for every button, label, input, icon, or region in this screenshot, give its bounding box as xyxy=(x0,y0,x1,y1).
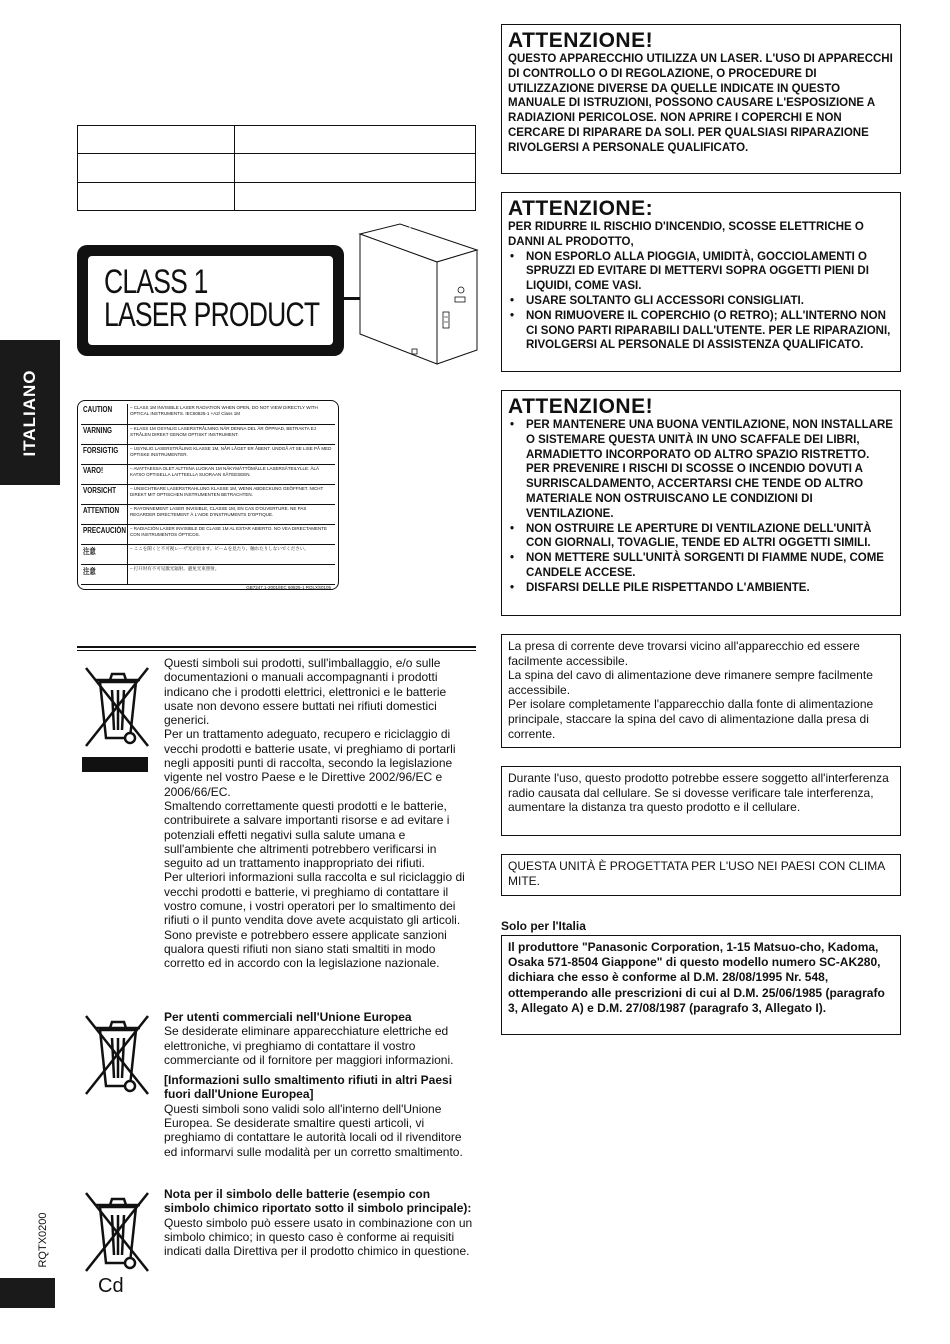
warning-text: – KLASS 1M OSYNLIG LASERSTRÅLNING NÄR DENNA DEL ÄR ÖPPNAD, BETRAKTA EJ STRÅLEN DIREKT GENOM OPTISKT INSTRUMENT. xyxy=(128,424,336,444)
paragraph: Sono previste e potrebbero essere applicate sanzioni qualora questi rifiuti non siano stati smaltiti in modo corretto ed in accordo con la legislazione nazionale. xyxy=(164,927,447,971)
warning-text: – CLASS 1M INVISIBLE LASER RADIATION WHEN OPEN, DO NOT VIEW DIRECTLY WITH OPTICAL INSTRUMENTS. IEC60825-1 +A2/ Class 1M xyxy=(128,404,336,424)
attention-body: QUESTO APPARECCHIO UTILIZZA UN LASER. L'USO DI APPARECCHI DI CONTROLLO O DI REGOLAZIONE, O PROCEDURE DI UTILIZZAZIONE DIVERSE DA QUELLE INDICATE IN QUESTO MANUALE DI ISTRUZIONI, POSSONO CAUSARE L'ESPOSIZIONE A RADIAZIONI PERICOLOSE. NON APRIRE I COPERCHI E NON CERCARE DI RIPARARE DA SOLI. PER QUALSIASI RIPARAZIONE RIVOLGERSI A PERSONALE QUALIFICATO. xyxy=(508,53,893,154)
corner-marker xyxy=(0,1278,55,1308)
list-item: • NON ESPORLO ALLA PIOGGIA, UMIDITÀ, GOCCIOLAMENTI O SPRUZZI ED EVITARE DI METTERVI SOPRA OGGETTI PIENI DI LIQUIDI, COME VASI. xyxy=(508,250,894,294)
paragraph: Per un trattamento adeguato, recupero e riciclaggio di vecchi prodotti e batterie usate, vi preghiamo di portarli negli appositi punti di raccolta, secondo la legislazione vigente nel vostro Paese e le Direttive 2002/96/EC e 2006/66/EC. xyxy=(164,727,456,799)
disposal-general xyxy=(164,656,474,971)
warning-language: 注意 xyxy=(83,566,96,576)
power-note-box xyxy=(501,634,901,748)
table-row xyxy=(81,524,335,544)
bin-underline-bar xyxy=(82,757,148,772)
attention-title: ATTENZIONE: xyxy=(508,197,654,220)
table-row xyxy=(81,424,335,444)
warning-language: VARNING xyxy=(83,425,113,435)
warning-text: – UNSICHTBARE LASERSTRAHLUNG KLASSE 1M, WENN ABDECKUNG GEÖFFNET. NICHT DIREKT MIT OPTISCHEN INSTRUMENTEN BETRACHTEN. xyxy=(128,484,336,504)
non-eu-heading: [Informazioni sullo smaltimento rifiuti in altri Paesi fuori dall'Unione Europea] xyxy=(164,1073,453,1102)
paragraph: Questo simbolo può essere usato in combinazione con un simbolo chimico; in questo caso è conforme ai requisiti indicati dalla Direttiva per il prodotto chimico in questione. xyxy=(164,1215,473,1259)
attention-list xyxy=(508,250,894,354)
section-rule xyxy=(77,650,476,651)
attention-title: ATTENZIONE! xyxy=(508,395,654,418)
attention-list xyxy=(508,418,894,596)
italy-declaration-box xyxy=(501,935,901,1035)
attention-title: ATTENZIONE! xyxy=(508,29,654,52)
warning-language: VORSICHT xyxy=(83,485,117,495)
crossed-bin-icon xyxy=(82,660,152,750)
class1-laser-label xyxy=(77,245,344,356)
paragraph: Questi simboli sui prodotti, sull'imballaggio, e/o sulle documentazioni o manuali accompagnanti i prodotti indicano che i prodotti elettrici, elettronici e le batterie usate non devono essere buttati nei rifiuti domestici generici. xyxy=(164,656,447,728)
warning-language: CAUTION xyxy=(83,405,113,414)
table-row xyxy=(78,126,476,154)
paragraph: Per isolare completamente l'apparecchio dalla fonte di alimentazione principale, staccare la spina del cavo di alimentazione dalla presa di corrente. xyxy=(508,697,874,741)
paragraph: Il produttore "Panasonic Corporation, 1-15 Matsuo-cho, Kadoma, Osaka 571-8504 Giappone" di questo modello numero SC-AK280, dichiara che esso è conforme al D.M. 28/08/1995 Nr. 548, ottemperando alle prescrizioni di cui al D.M. 25/06/1985 (paragrafo 3, Allegato A) e D.M. 27/08/1987 (paragrafo 3, Allegato I). xyxy=(508,940,885,1015)
section-rule xyxy=(77,646,476,648)
list-item: • NON RIMUOVERE IL COPERCHIO (O RETRO); ALL'INTERNO NON CI SONO PARTI RIPARABILI DALL'UTENTE. PER LE RIPARAZIONI, RIVOLGERSI AL PERSONALE DI ASSISTENZA QUALIFICATO. xyxy=(508,309,894,353)
list-item: • NON OSTRUIRE LE APERTURE DI VENTILAZIONE DELL'UNITÀ CON GIORNALI, TOVAGLIE, TENDE ED ALTRI OGGETTI SIMILI. xyxy=(508,522,894,552)
paragraph: Smaltendo correttamente questi prodotti e le batterie, contribuirete a salvare importanti risorse e ad evitare i potenziali effetti negativi sulla salute umana e sull'ambiente che altrimenti potrebbero verificarsi in seguito ad un trattamento inappropriato dei rifiuti. xyxy=(164,798,450,871)
list-item: • NON METTERE SULL'UNITÀ SORGENTI DI FIAMME NUDE, COME CANDELE ACCESE. xyxy=(508,551,894,581)
paragraph: Durante l'uso, questo prodotto potrebbe essere soggetto all'interferenza radio causata dal cellulare. Se si dovesse verificare tale interferenza, aumentare la distanza tra questo prodotto e il cellulare. xyxy=(508,771,889,815)
language-tab-label: ITALIANO xyxy=(20,368,39,457)
laser-attention-box xyxy=(501,24,901,174)
paragraph: Se desiderate eliminare apparecchiature elettriche ed elettroniche, vi preghiamo di contattare il vostro commerciante od il fornitore per maggiori informazioni. xyxy=(164,1024,454,1067)
table-row xyxy=(78,182,476,210)
disposal-battery xyxy=(164,1187,474,1258)
disposal-eu xyxy=(164,1010,474,1159)
laser-warning-label xyxy=(77,400,339,590)
warning-language: ATTENTION xyxy=(83,505,120,515)
ventilation-attention-box xyxy=(501,390,901,616)
battery-heading: Nota per il simbolo delle batterie (esempio con simbolo chimico riportato sotto il simbolo principale): xyxy=(164,1187,472,1216)
list-item: • USARE SOLTANTO GLI ACCESSORI CONSIGLIATI. xyxy=(508,294,894,309)
document-code-text: RQTX0200 xyxy=(37,1212,49,1268)
warning-text: – RADIACIÓN LASER INVISIBLE DE CLASE 1M AL ESTAR ABIERTO. NO VEA DIRECTAMENTE CON INSTRUMENTOS ÓPTICOS. xyxy=(128,524,336,544)
paragraph: La presa di corrente deve trovarsi vicino all'apparecchio ed essere facilmente accessibile. xyxy=(508,639,860,668)
blank-info-table xyxy=(77,125,476,211)
italy-heading: Solo per l'Italia xyxy=(501,919,586,933)
language-tab xyxy=(0,340,60,485)
unit-illustration xyxy=(355,222,480,367)
warning-language: VARO! xyxy=(83,465,104,475)
crossed-bin-battery-icon xyxy=(82,1185,152,1275)
paragraph: Per ulteriori informazioni sulla raccolta e sul riciclaggio di vecchi prodotti e batterie, vi preghiamo di contattare il vostro comune, i vostri operatori per lo smaltimento dei rifiuti o il punto vendita dove avete acquistato gli articoli. xyxy=(164,870,465,928)
document-code xyxy=(31,1210,55,1270)
warning-language: FORSIGTIG xyxy=(83,445,119,455)
class-label-line2: LASER PRODUCT xyxy=(104,296,320,334)
radio-note-box xyxy=(501,766,901,836)
table-row xyxy=(78,154,476,182)
cadmium-symbol: Cd xyxy=(98,1275,124,1297)
table-row xyxy=(81,444,335,464)
attention-intro: PER RIDURRE IL RISCHIO D'INCENDIO, SCOSSE ELETTRICHE O DANNI AL PRODOTTO, xyxy=(508,221,864,248)
class-label-line1: CLASS 1 xyxy=(104,263,208,301)
warning-text: – ここを開くと不可視レーザ光が出ます。ビームを見たり、触れたりしないでください。 xyxy=(128,544,336,564)
table-row xyxy=(81,544,335,564)
paragraph: Questi simboli sono validi solo all'interno dell'Unione Europea. Se desiderate smaltire questi articoli, vi preghiamo di contattare le autorità locali od il rivenditore ed informarvi sulle modalità per un corretto smaltimento. xyxy=(164,1101,463,1159)
list-item: • PER MANTENERE UNA BUONA VENTILAZIONE, NON INSTALLARE O SISTEMARE QUESTA UNITÀ IN UNO SCAFFALE DEI LIBRI, ARMADIETTO INCORPORATO OD ALTRO SPAZIO RISTRETTO. PER PREVENIRE I RISCHI DI SCOSSE O INCENDIO DOVUTI A SURRISCALDAMENTO, ACCERTARSI CHE TENDE OD ALTRO MATERIALE NON OSTRUISCANO LE CONDIZIONI DI VENTILAZIONE. xyxy=(508,418,894,522)
table-row xyxy=(81,504,335,524)
safety-attention-box xyxy=(501,192,901,372)
eu-heading: Per utenti commerciali nell'Unione Europea xyxy=(164,1010,412,1024)
paragraph: La spina del cavo di alimentazione deve rimanere sempre facilmente accessibile. xyxy=(508,668,873,697)
table-row xyxy=(81,484,335,504)
warning-text: – USYNLIG LASERSTRÅLING KLASSE 1M, NÅR LÅGET ER ÅBENT. UNDGÅ AT SE LISE PÅ MED OPTISKE INSTRUMENTER. xyxy=(128,444,336,464)
warning-language: 注意 xyxy=(83,546,96,556)
warning-text: – RAYONNEMENT LASER INVISIBLE, CLASSE 1M, EN CAS D'OUVERTURE. NE PAS REGARDER DIRECTEMENT À L'AIDE D'INSTRUMENTS D'OPTIQUE. xyxy=(128,504,336,524)
table-row xyxy=(81,404,335,424)
table-row xyxy=(81,564,335,584)
warning-text: – AVATTAESSA OLET ALTTIINA LUOKAN 1M NÄKYMÄTTÖMÄLLE LASERSÄTEILYLLE. ÄLÄ KATSO OPTISELLA LAITTEELLA SUORAAN SÄTEESEEN. xyxy=(128,464,336,484)
paragraph: QUESTA UNITÀ È PROGETTATA PER L'USO NEI PAESI CON CLIMA MITE. xyxy=(508,859,885,888)
climate-note-box xyxy=(501,854,901,896)
warning-language: PRECAUCIÓN xyxy=(83,525,127,535)
crossed-bin-icon xyxy=(82,1008,152,1098)
table-row xyxy=(81,464,335,484)
warning-text: – 打开时有不可见激光辐射。避免光束照射。 xyxy=(128,564,336,584)
list-item: • DISFARSI DELLE PILE RISPETTANDO L'AMBIENTE. xyxy=(508,581,894,596)
warning-label-footer: GB7247.1-2001/IEC 60825-1 RQLXS0105 xyxy=(246,584,331,590)
